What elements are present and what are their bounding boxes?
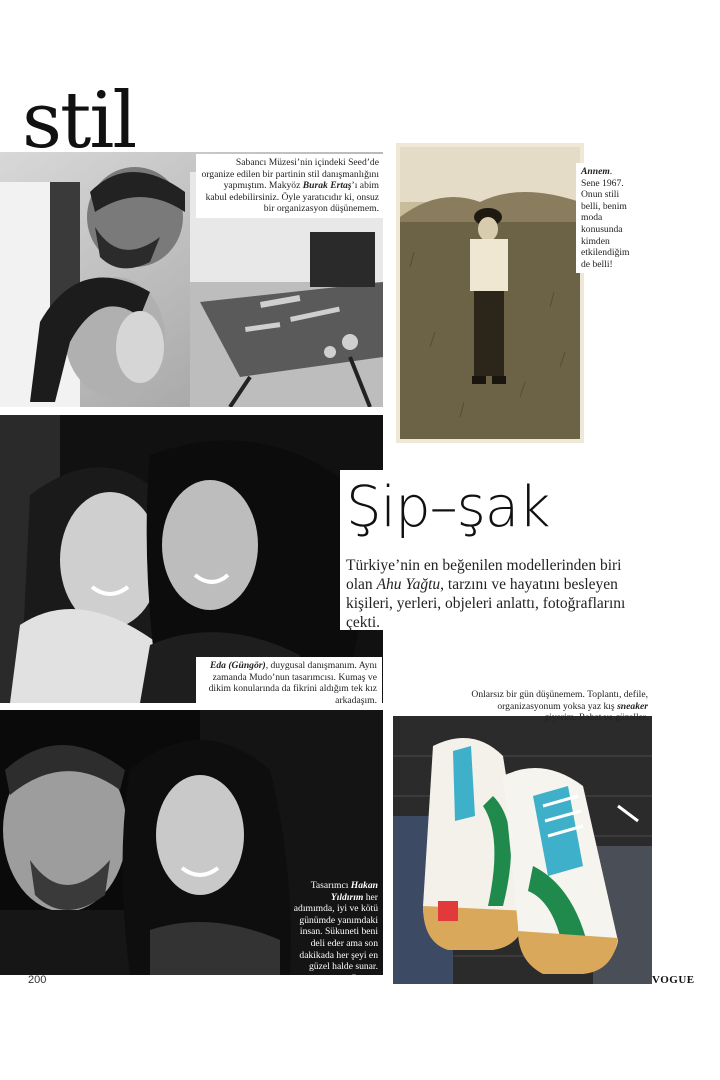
headline: Şip–şak — [346, 475, 550, 540]
caption-mother — [576, 163, 636, 273]
caption-sneaker-text-2: giyerim. Rahat ve güzeller. — [544, 712, 648, 724]
caption-makeup — [196, 154, 384, 218]
caption-makeup-text-2: ’ı abim kabul edebilirsiniz. Öyle yaratıcıdır ki, onsuz bir organizasyon düşünemem. — [205, 180, 379, 215]
caption-hakan-name: Hakan Yıldırım — [330, 880, 378, 903]
caption-eda-text: , duygusal danışmanım. Aynı zamanda Mudo’nun tasarımcısı. Kumaş ve dikim konularında da fikrini aldığım tek kız arkadaşım. — [208, 660, 377, 706]
caption-eda — [196, 657, 382, 709]
caption-makeup-name: Burak Ertaş — [302, 180, 352, 192]
section-title: stil — [22, 76, 136, 166]
caption-eda-name: Eda (Güngör) — [209, 660, 266, 671]
photo-mother-1967 — [396, 143, 584, 443]
caption-sneaker-word: sneaker — [617, 700, 648, 712]
page-number: 200 — [28, 974, 47, 986]
intro-before: Türkiye’nin en beğenilen modellerinden biri olan — [346, 557, 622, 593]
caption-hakan — [290, 880, 378, 984]
caption-sneaker — [468, 689, 648, 724]
caption-hakan-prefix: Tasarımcı — [310, 880, 351, 891]
caption-sneaker-text-1: Onlarsız bir gün düşünemem. Toplantı, defile, organizasyonum yoksa yaz kış — [471, 689, 648, 712]
photo-sneakers — [393, 716, 652, 984]
intro-text — [346, 556, 646, 632]
intro-model-name: Ahu Yağtu — [376, 576, 441, 593]
brand-name: VOGUE — [652, 974, 695, 986]
intro-after: , tarzını ve hayatını besleyen kişileri, yerleri, objeleri anlattı, fotoğraflarını çekti. — [346, 576, 626, 631]
caption-mother-name: Annem — [581, 166, 610, 177]
caption-hakan-text: her adımımda, iyi ve kötü günümde yanımdaki insan. Sükuneti beni deli eder ama son dakikada her şeyi en güzel halde sunar. Canım. — [293, 891, 378, 984]
caption-makeup-text-1: Sabancı Müzesi’nin içindeki Seed’de organize edilen bir partinin stil danışmanlığını yapmıştım. Makyöz — [201, 157, 379, 192]
caption-mother-text: . Sene 1967. Onun stili belli, benim moda konusunda kimden etkilendiğim de belli! — [581, 166, 630, 270]
